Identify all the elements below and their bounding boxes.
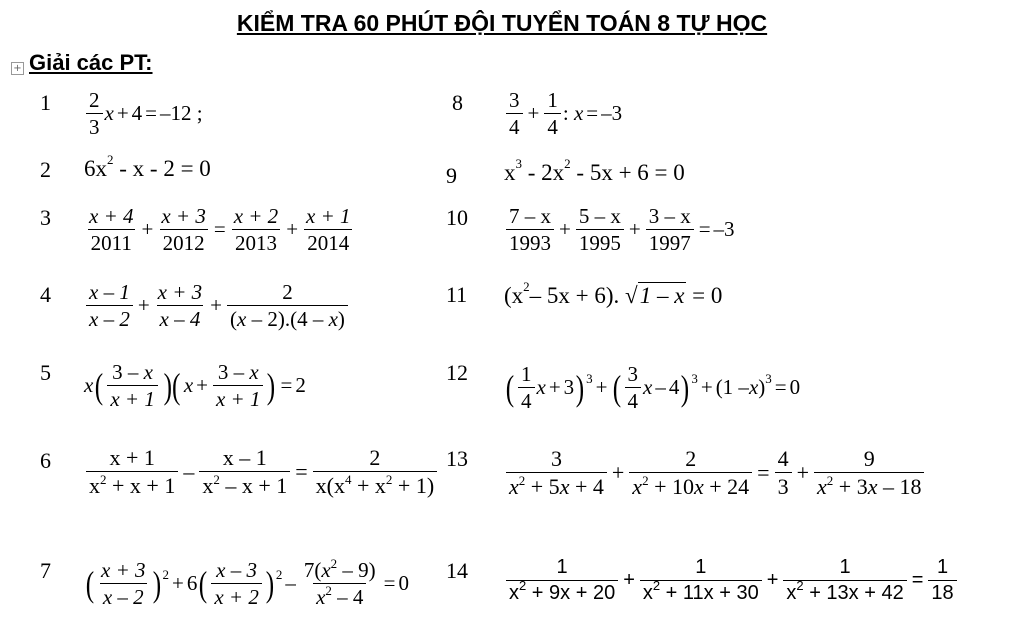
equation-4: x – 1 x – 2 + $\frac{x + 3}{x - 4}$ + $\frac{2}{(x - 2).(4 - x)}$ [84,280,350,331]
problem-number: 13 [446,446,468,471]
problem-number: 7 [40,558,51,583]
equation-14: 1 $x^2 + 9x + 20$ + $\frac{1}{x^2 + 11x + 30}$ + $\frac{1}{x^2 + 13x + 42}$ = $\frac{1}{18}$ [504,556,959,605]
problem-number: 6 [40,448,51,473]
equation-13: 3 $x^2 + 5x + 4$ + $\frac{2}{x^2 + 10x + 24}$ = $\frac{4}{3}$ + $\frac{9}{x^2 + 3x - 18}$ [504,446,926,500]
problem-number: 1 [40,90,51,115]
equation-1: 2 3 x + 4 = –12 ; [84,88,203,139]
equation-7: ( x + 3 x – 2 ) 2 + 6 ( x – 3 x + 2 ) 2 – $\frac{7(x^2 - 9)}{x^2 - 4}$ = 0 [85,556,410,610]
equation-8: 3 4 + $\frac{1}{4}$ : x = –3 [504,88,622,139]
equation-11: (x 2 – 5x + 6). √ 1 – x = 0 [504,278,723,308]
problem-number: 12 [446,360,468,385]
problem-number: 3 [40,205,51,230]
problem-number: 9 [446,163,457,188]
equation-9: x 3 - 2x 2 - 5x + 6 = 0 [504,156,685,185]
move-anchor-icon[interactable]: + [11,62,24,75]
equation-6: x + 1 $x^2 + x + 1$ – $\frac{x - 1}{x^2 - x + 1}$ = $\frac{2}{x(x^4 + x^2 + 1)}$ [84,445,439,499]
equation-10: 7 – x 1993 + $\frac{5 - x}{1995}$ + $\frac{3 - x}{1997}$ = –3 [504,204,735,255]
equation-5: x ( 3 – x x + 1 )( x + $\frac{3 - x}{x + 1}$ ) = 2 [84,360,306,412]
problem-number: 5 [40,360,51,385]
section-heading: Giải các PT: [29,50,153,75]
problem-number: 2 [40,157,51,182]
problem-number: 10 [446,205,468,230]
problem-number: 4 [40,282,51,307]
equation-2: 6x 2 - x - 2 = 0 [84,152,211,181]
problem-number: 14 [446,558,468,583]
problem-number: 8 [452,90,463,115]
equation-12: ( 1 4 x + 3 ) 3 + ( 3 4 x – 4 ) 3 + (1 – x ) 3 = 0 [505,362,801,414]
problem-number: 11 [446,282,468,307]
page-title: KIỂM TRA 60 PHÚT ĐỘI TUYỂN TOÁN 8 TỰ HỌC [236,10,768,36]
equation-3: x + 4 2011 + $\frac{x + 3}{2012}$ = $\frac{x + 2}{2013}$ + $\frac{x + 1}{2014}$ [89,204,351,256]
